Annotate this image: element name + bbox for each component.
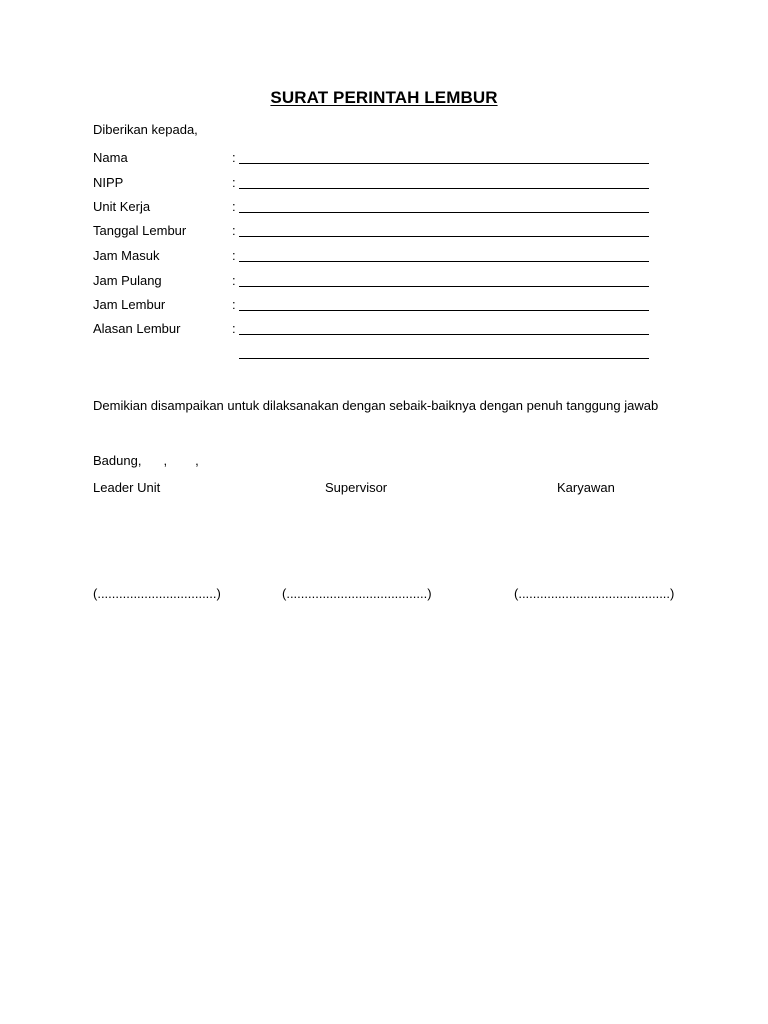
field-underline — [239, 334, 649, 335]
field-label: Nama — [93, 150, 128, 165]
field-underline — [239, 236, 649, 237]
field-row-nama — [93, 150, 653, 168]
field-label: Tanggal Lembur — [93, 223, 187, 238]
field-label: Jam Pulang — [93, 273, 162, 288]
field-colon: : — [232, 297, 236, 312]
role-supervisor: Supervisor — [325, 480, 388, 495]
field-colon: : — [232, 199, 236, 214]
field-label: NIPP — [93, 175, 124, 190]
signature-line-leader-unit: (.................................) — [93, 586, 221, 601]
signature-line-karyawan: (..........................................) — [514, 586, 675, 601]
role-leader-unit: Leader Unit — [93, 480, 161, 495]
field-underline — [239, 163, 649, 164]
document-title: SURAT PERINTAH LEMBUR — [270, 88, 498, 107]
date-separator: , — [163, 453, 168, 468]
field-underline — [239, 212, 649, 213]
signature-line-supervisor: (.......................................) — [282, 586, 432, 601]
field-underline — [239, 188, 649, 189]
field-colon: : — [232, 175, 236, 190]
field-colon: : — [232, 273, 236, 288]
alasan-continuation-underline — [239, 358, 649, 359]
field-underline — [239, 286, 649, 287]
field-label: Alasan Lembur — [93, 321, 181, 336]
place-name: Badung, — [93, 453, 142, 468]
field-colon: : — [232, 150, 236, 165]
field-row-alasan-lembur — [93, 321, 653, 339]
field-underline — [239, 310, 649, 311]
field-colon: : — [232, 321, 236, 336]
field-colon: : — [232, 248, 236, 263]
closing-text: Demikian disampaikan untuk dilaksanakan dengan sebaik-baiknya dengan penuh tanggung jawab — [93, 398, 659, 413]
date-separator: , — [195, 453, 199, 468]
intro-text: Diberikan kepada, — [93, 122, 198, 137]
place-date-line — [93, 453, 199, 469]
field-label: Unit Kerja — [93, 199, 151, 214]
field-row-nipp — [93, 175, 653, 193]
role-karyawan: Karyawan — [557, 480, 615, 495]
field-row-unit-kerja — [93, 199, 653, 217]
field-row-jam-pulang — [93, 273, 653, 291]
field-row-tanggal-lembur — [93, 223, 653, 241]
field-label: Jam Lembur — [93, 297, 166, 312]
field-row-jam-masuk — [93, 248, 653, 266]
field-underline — [239, 261, 649, 262]
field-colon: : — [232, 223, 236, 238]
field-label: Jam Masuk — [93, 248, 160, 263]
field-row-jam-lembur — [93, 297, 653, 315]
